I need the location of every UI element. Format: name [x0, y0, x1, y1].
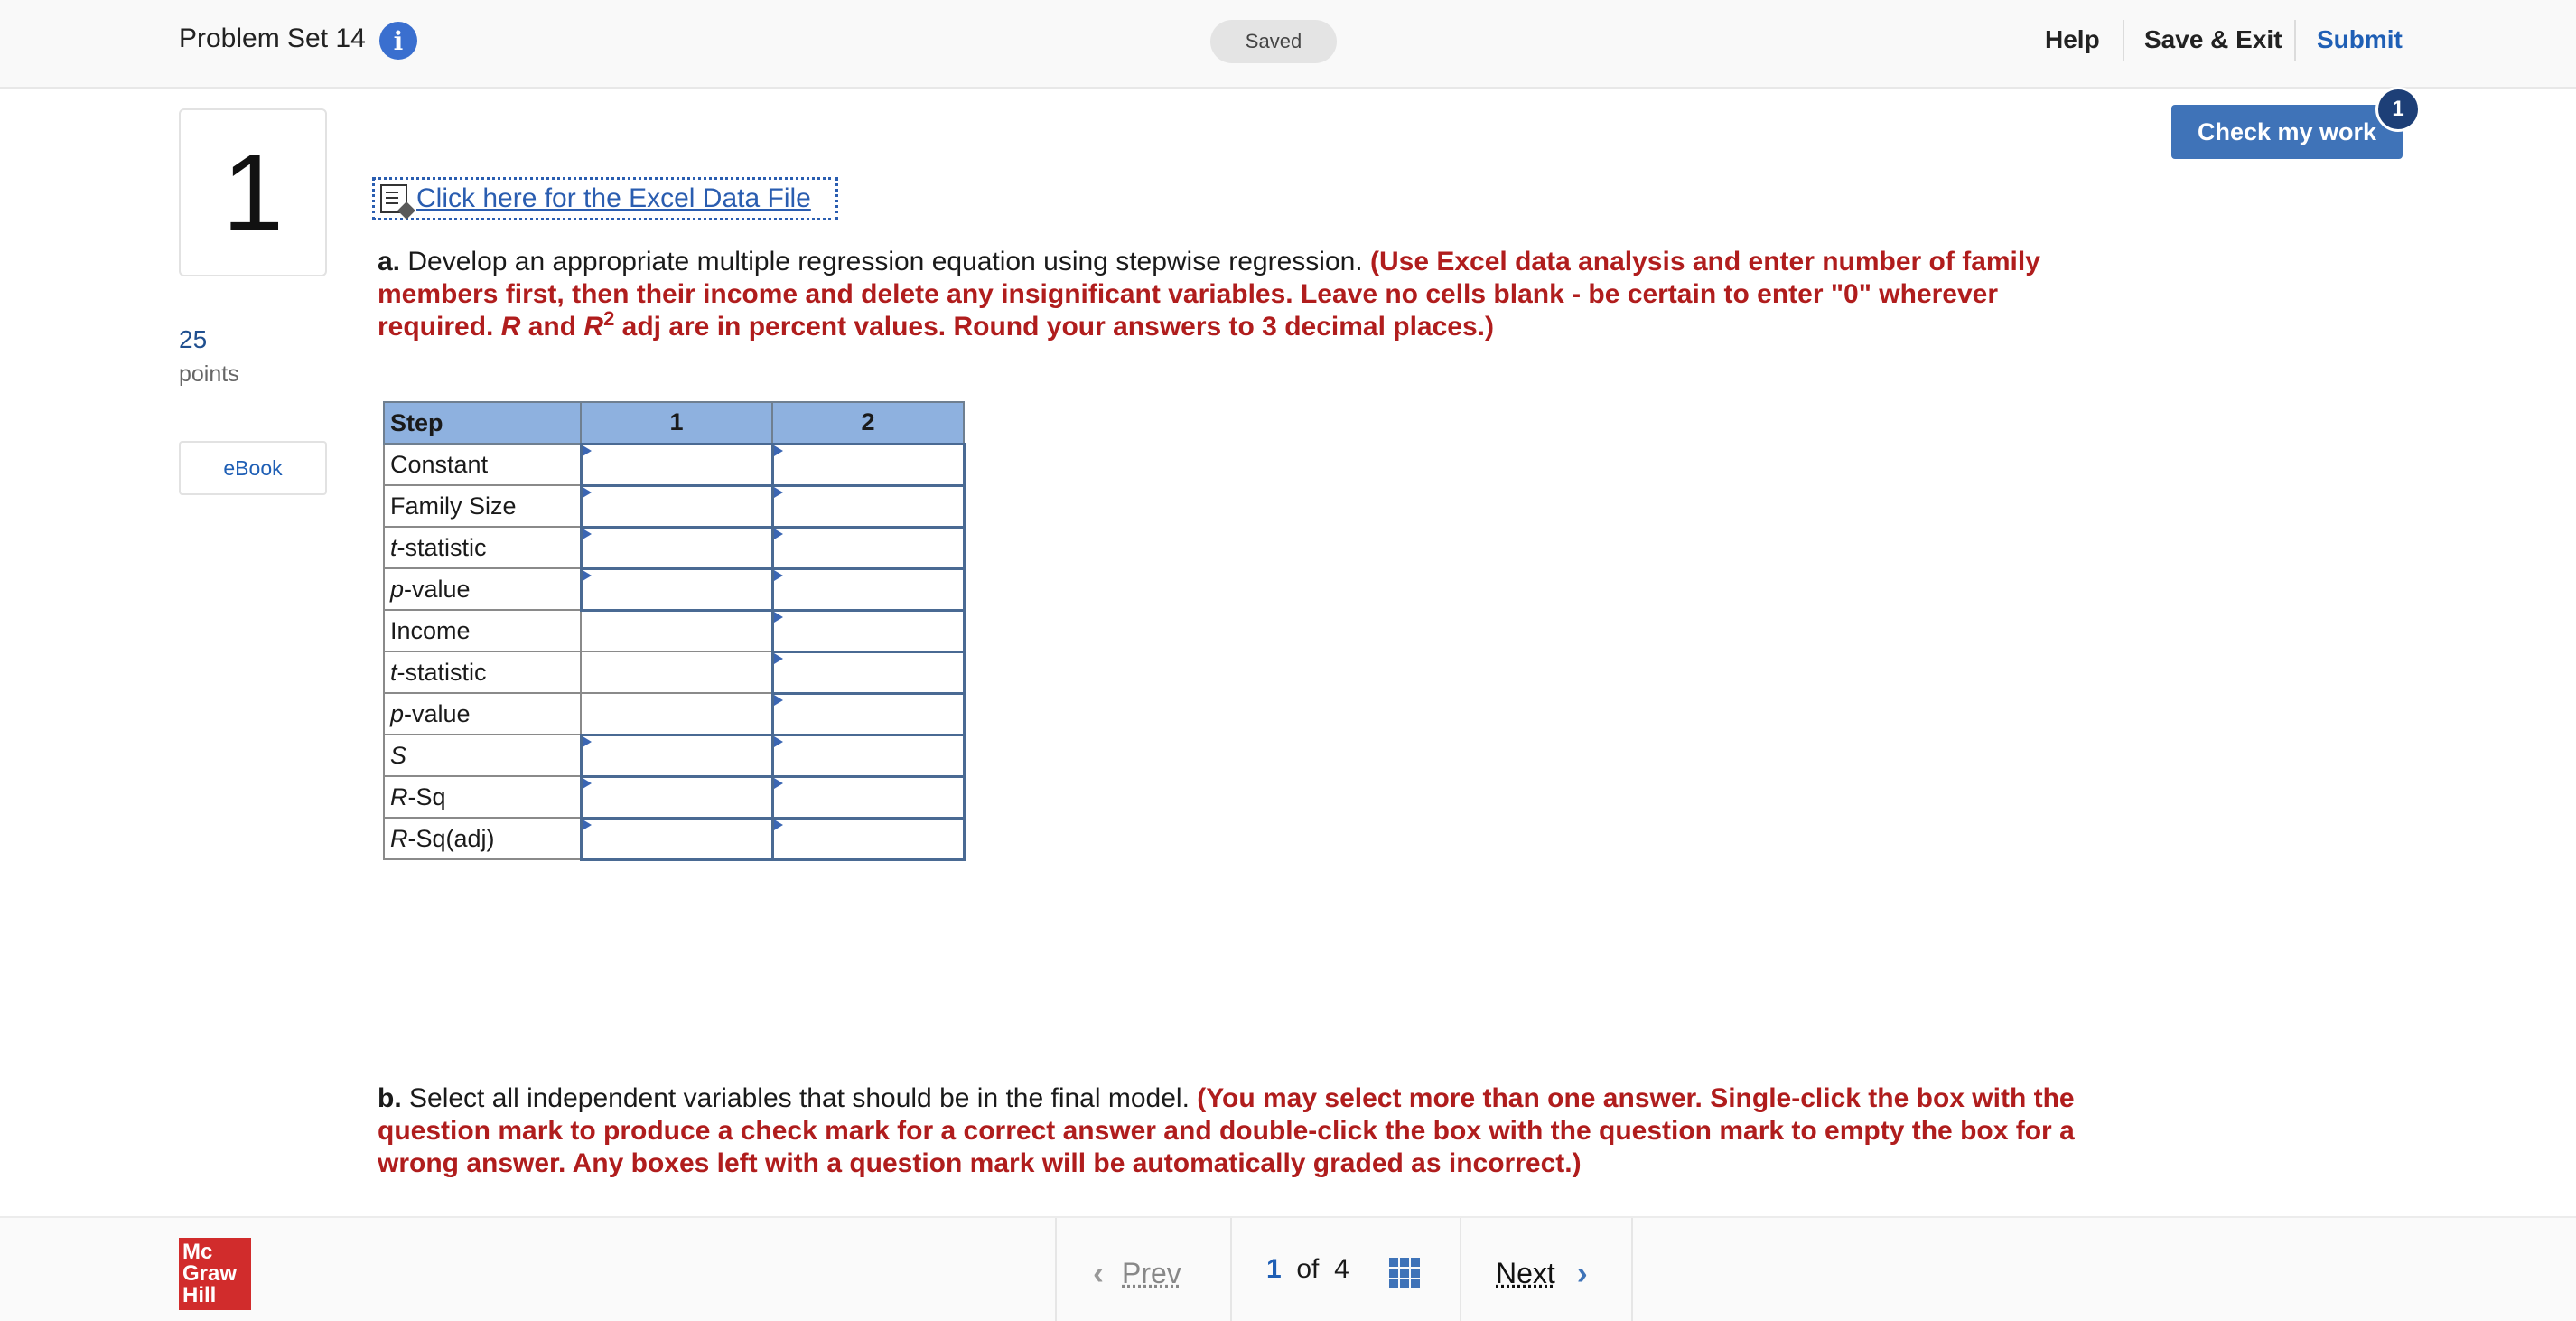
table-row — [384, 651, 964, 693]
regression-table — [383, 401, 966, 861]
part-a-instruction-tail: adj are in percent values. Round your answers to 3 decimal places.) — [614, 312, 1494, 342]
ebook-button[interactable]: eBook — [179, 441, 327, 495]
answer-input[interactable] — [581, 776, 772, 818]
empty-cell — [581, 651, 772, 693]
chevron-right-icon: › — [1576, 1254, 1588, 1291]
row-label-rest: -value — [404, 699, 471, 727]
saved-status-badge: Saved — [1210, 20, 1337, 63]
table-row — [384, 485, 964, 527]
answer-input[interactable] — [772, 568, 964, 610]
assignment-title: Problem Set 14 — [179, 23, 366, 53]
row-label-r-sq — [384, 776, 581, 818]
next-label: Next — [1496, 1256, 1555, 1289]
row-label-t-statistic — [384, 651, 581, 693]
of-label: of — [1296, 1254, 1320, 1284]
total-pages: 4 — [1334, 1254, 1349, 1284]
submit-link[interactable]: Submit — [2317, 25, 2403, 53]
logo-line: Hill — [182, 1283, 217, 1307]
row-label-rest: -statistic — [397, 658, 487, 686]
table-row — [384, 610, 964, 651]
header-step-2: 2 — [772, 402, 964, 444]
part-a-prompt — [378, 246, 2094, 343]
question-number-card: 1 — [179, 108, 327, 276]
pagination — [1055, 1218, 1633, 1321]
answer-input[interactable] — [772, 693, 964, 735]
page-indicator — [1266, 1254, 1349, 1285]
table-header-row — [384, 402, 964, 444]
excel-data-file-link[interactable] — [372, 177, 838, 220]
row-label-italic: S — [390, 741, 407, 769]
answer-input[interactable] — [581, 485, 772, 527]
and-text: and — [520, 312, 584, 342]
check-my-work-button[interactable]: Check my work — [2171, 105, 2403, 159]
table-row — [384, 444, 964, 485]
logo-line: Graw — [182, 1261, 238, 1286]
row-label-r-sq-adj — [384, 818, 581, 859]
part-a-instruction-text: (Use Excel data analysis and enter number of family members first, then their income and delete any insignificant variables. Leave no cells blank - be certain to enter "0" wherever required. — [378, 247, 2040, 342]
part-a-letter: a. — [378, 247, 401, 276]
row-label-italic: R — [390, 824, 408, 852]
empty-cell — [581, 693, 772, 735]
part-a-text: Develop an appropriate multiple regression equation using stepwise regression. — [400, 247, 1370, 276]
current-page: 1 — [1266, 1254, 1282, 1284]
row-label-p-value — [384, 568, 581, 610]
save-exit-link[interactable]: Save & Exit — [2144, 25, 2282, 53]
table-row — [384, 776, 964, 818]
row-label-family-size: Family Size — [384, 485, 581, 527]
part-b-prompt — [378, 1082, 2094, 1180]
logo-line: Mc — [182, 1240, 213, 1264]
table-row — [384, 568, 964, 610]
row-label-p-value — [384, 693, 581, 735]
help-link[interactable]: Help — [2045, 25, 2100, 53]
answer-input[interactable] — [581, 818, 772, 859]
prev-button[interactable] — [1093, 1254, 1181, 1292]
r2-superscript: 2 — [603, 307, 615, 330]
row-label-rest: -value — [404, 575, 471, 603]
answer-input[interactable] — [581, 527, 772, 568]
empty-cell — [581, 610, 772, 651]
answer-input[interactable] — [772, 527, 964, 568]
header-step-1: 1 — [581, 402, 772, 444]
answer-input[interactable] — [581, 735, 772, 776]
part-b-text: Select all independent variables that should be in the final model. — [401, 1083, 1198, 1113]
header-divider — [2294, 20, 2296, 61]
answer-input[interactable] — [772, 485, 964, 527]
row-label-s — [384, 735, 581, 776]
answer-input[interactable] — [772, 735, 964, 776]
answer-input[interactable] — [581, 568, 772, 610]
header-divider — [2123, 20, 2124, 61]
pager-divider — [1460, 1218, 1461, 1321]
row-label-rest: -statistic — [397, 533, 487, 561]
prev-label: Prev — [1122, 1256, 1181, 1289]
answer-input[interactable] — [772, 444, 964, 485]
answer-input[interactable] — [772, 651, 964, 693]
table-row — [384, 693, 964, 735]
answer-input[interactable] — [772, 818, 964, 859]
answer-input[interactable] — [772, 776, 964, 818]
info-icon[interactable]: i — [379, 22, 417, 60]
excel-link-label: Click here for the Excel Data File — [416, 183, 811, 213]
answer-input[interactable] — [772, 610, 964, 651]
next-button[interactable] — [1496, 1254, 1588, 1292]
row-label-rest: -Sq(adj) — [407, 824, 495, 852]
row-label-italic: t — [390, 658, 397, 686]
chevron-left-icon: ‹ — [1093, 1254, 1104, 1291]
row-label-t-statistic — [384, 527, 581, 568]
row-label-rest: -Sq — [407, 782, 446, 810]
row-label-income: Income — [384, 610, 581, 651]
mcgraw-hill-logo — [179, 1238, 251, 1310]
table-row — [384, 818, 964, 859]
row-label-italic: p — [390, 699, 405, 727]
row-label-constant: Constant — [384, 444, 581, 485]
table-row — [384, 527, 964, 568]
document-icon — [380, 184, 407, 213]
answer-input[interactable] — [581, 444, 772, 485]
table-row — [384, 735, 964, 776]
r-symbol: R — [500, 312, 521, 342]
pager-divider — [1230, 1218, 1232, 1321]
points-label: points — [179, 361, 239, 387]
bottom-bar — [0, 1216, 2576, 1321]
top-bar — [0, 0, 2576, 89]
row-label-italic: t — [390, 533, 397, 561]
row-label-italic: R — [390, 782, 408, 810]
r2-symbol: R — [583, 312, 604, 342]
part-b-instruction: (You may select more than one answer. Single-click the box with the question mark to produce a check mark for a correct answer and double-click the box with the question mark to empty the box for a wrong answer. Any boxes left with a question mark will be automatically graded as incorrect.) — [378, 1083, 2075, 1178]
check-attempts-badge: 1 — [2375, 87, 2421, 132]
header-step: Step — [384, 402, 581, 444]
grid-view-icon[interactable] — [1389, 1258, 1420, 1288]
row-label-italic: p — [390, 575, 405, 603]
part-b-letter: b. — [378, 1083, 402, 1113]
points-value: 25 — [179, 325, 208, 353]
